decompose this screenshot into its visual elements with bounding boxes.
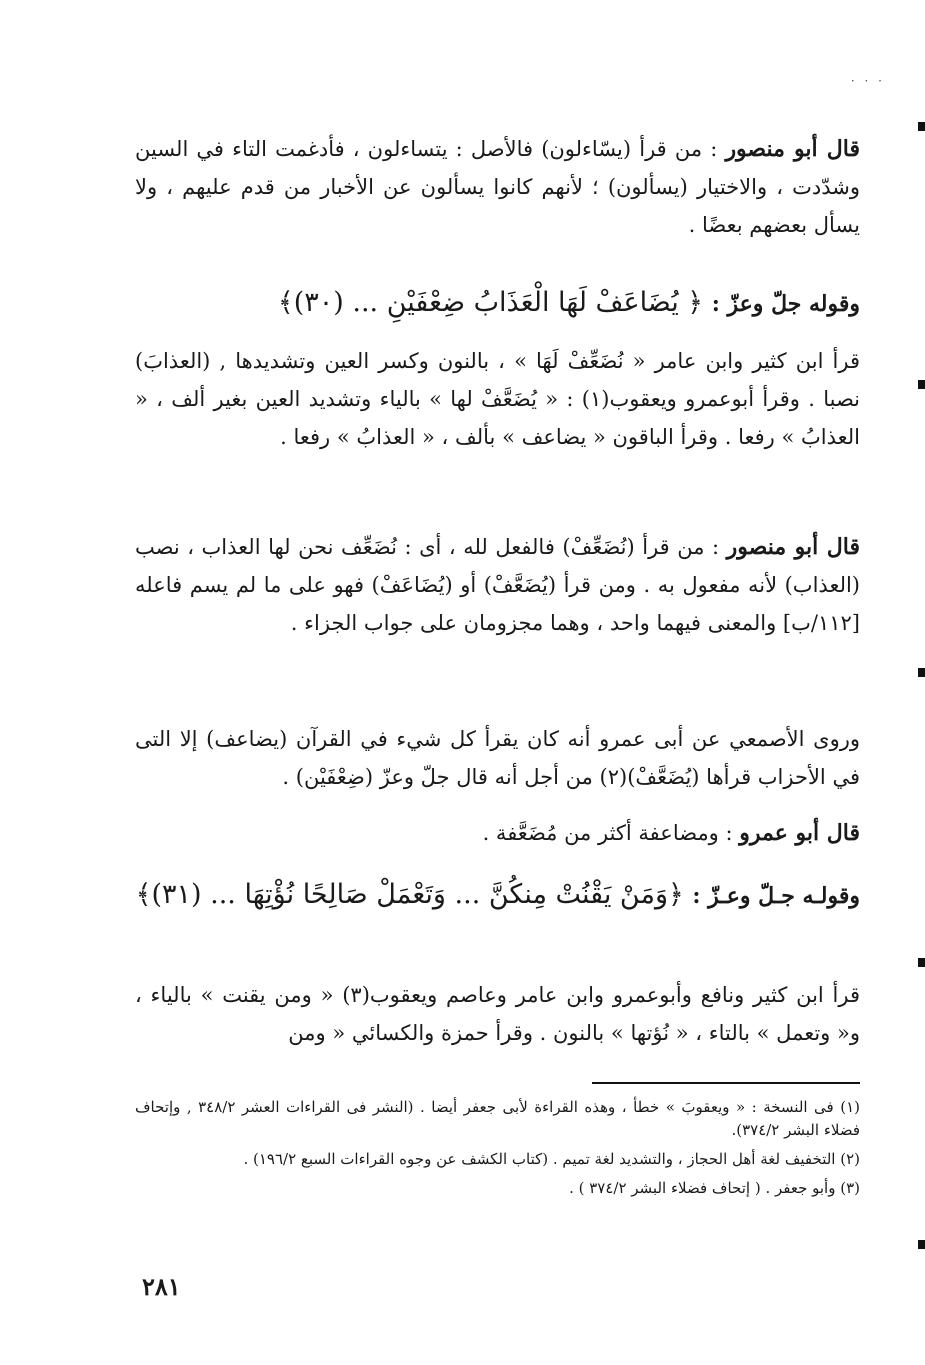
verse-lead: وقولـه جـلّ وعـزّ : [692,883,860,909]
paragraph-lead: قال أبو منصور [726,534,860,560]
page-body [135,120,860,1300]
paragraph-text: وروى الأصمعي عن أبى عمرو أنه كان يقرأ كل شيء في القرآن (يضاعف) إلا التى في الأحزاب قرأها (يُضَعَّفْ)(٢) من أجل أنه قال جلّ وعزّ (ضِعْفَيْن) . [135,727,860,789]
footnote-1: (١) فى النسخة : « ويعقوبَ » خطأ ، وهذه القراءة لأبى جعفر أيضا . (النشر فى القراءات العشر ٣٤٨/٢ , وإتحاف فضلاء البشر ٣٧٤/٢). [135,1098,860,1139]
verse-text: ﴿وَمَنْ يَقْنُتْ مِنكُنَّ ... وَتَعْمَلْ صَالِحًا نُؤْتِهَا ... (٣١)﴾ [135,879,684,910]
footnote-3: (٣) وأبو جعفر . ( إتحاف فضلاء البشر ٣٧٤/٢ ) . [569,1179,860,1197]
paragraph-6 [135,976,860,1052]
verse-31 [135,872,860,919]
paragraph-3 [135,528,860,642]
margin-mark [918,958,925,967]
margin-mark [918,122,925,131]
page-number: ٢٨١ [142,1272,181,1301]
verse-30 [135,280,860,327]
verse-lead: وقوله جلّ وعزّ : [711,291,860,317]
paragraph-2 [135,342,860,456]
footnote-divider [592,1082,860,1084]
paragraph-4 [135,720,860,796]
paragraph-1 [135,130,860,244]
paragraph-text: : ومضاعفة أكثر من مُضَعَّفة . [482,821,740,845]
paragraph-text: قرأ ابن كثير ونافع وأبوعمرو وابن عامر وعاصم ويعقوب(٣) « ومن يقنت » بالياء ، و« وتعمل » بالتاء ، « نُؤتها » بالنون . وقرأ حمزة والكسائي « ومن [135,983,861,1045]
margin-mark [918,1240,925,1249]
paragraph-text: : من قرأ (نُضَعِّفْ) فالفعل لله ، أى : نُضَعِّف نحن لها العذاب ، نصب (العذاب) لأنه مفعول به . ومن قرأ (يُضَعَّفْ) أو (يُضَاعَفْ) فهو على ما لم يسم فاعله [١١٢/ب] والمعنى فيهما واحد ، وهما مجزومان على جواب الجزاء . [135,535,860,635]
paragraph-text: قرأ ابن كثير وابن عامر « نُضَعِّفْ لَهَا » ، بالنون وكسر العين وتشديدها , (العذابَ) نصبا . وقرأ أبوعمرو ويعقوب(١) : « يُضَعَّفْ لها » بالياء وتشديد العين بغير ألف ، « العذابُ » رفعا . وقرأ الباقون « يضاعف » بألف ، « العذابُ » رفعا . [135,349,860,449]
paragraph-lead: قال أبو منصور [725,136,860,162]
paragraph-5 [135,814,860,852]
corner-dots: · · · [850,74,885,88]
margin-mark [918,380,925,389]
margin-mark [918,668,925,677]
paragraph-lead: قال أبو عمرو [739,820,860,846]
paragraph-text: : من قرأ (يسّاءلون) فالأصل : يتساءلون ، فأدغمت التاء في السين وشدّدت ، والاختيار (يسألون) ؛ لأنهم كانوا يسألون عن الأخبار من قدم عليهم ، ولا يسأل بعضهم بعضًا . [135,137,860,237]
verse-text: ﴿ يُضَاعَفْ لَهَا الْعَذَابُ ضِعْفَيْنِ ... (٣٠)﴾ [277,287,704,318]
footnotes [135,1096,860,1200]
footnote-2: (٢) التخفيف لغة أهل الحجاز ، والتشديد لغة تميم . (كتاب الكشف عن وجوه القراءات السبع ١٩٦/٢) . [243,1150,860,1168]
